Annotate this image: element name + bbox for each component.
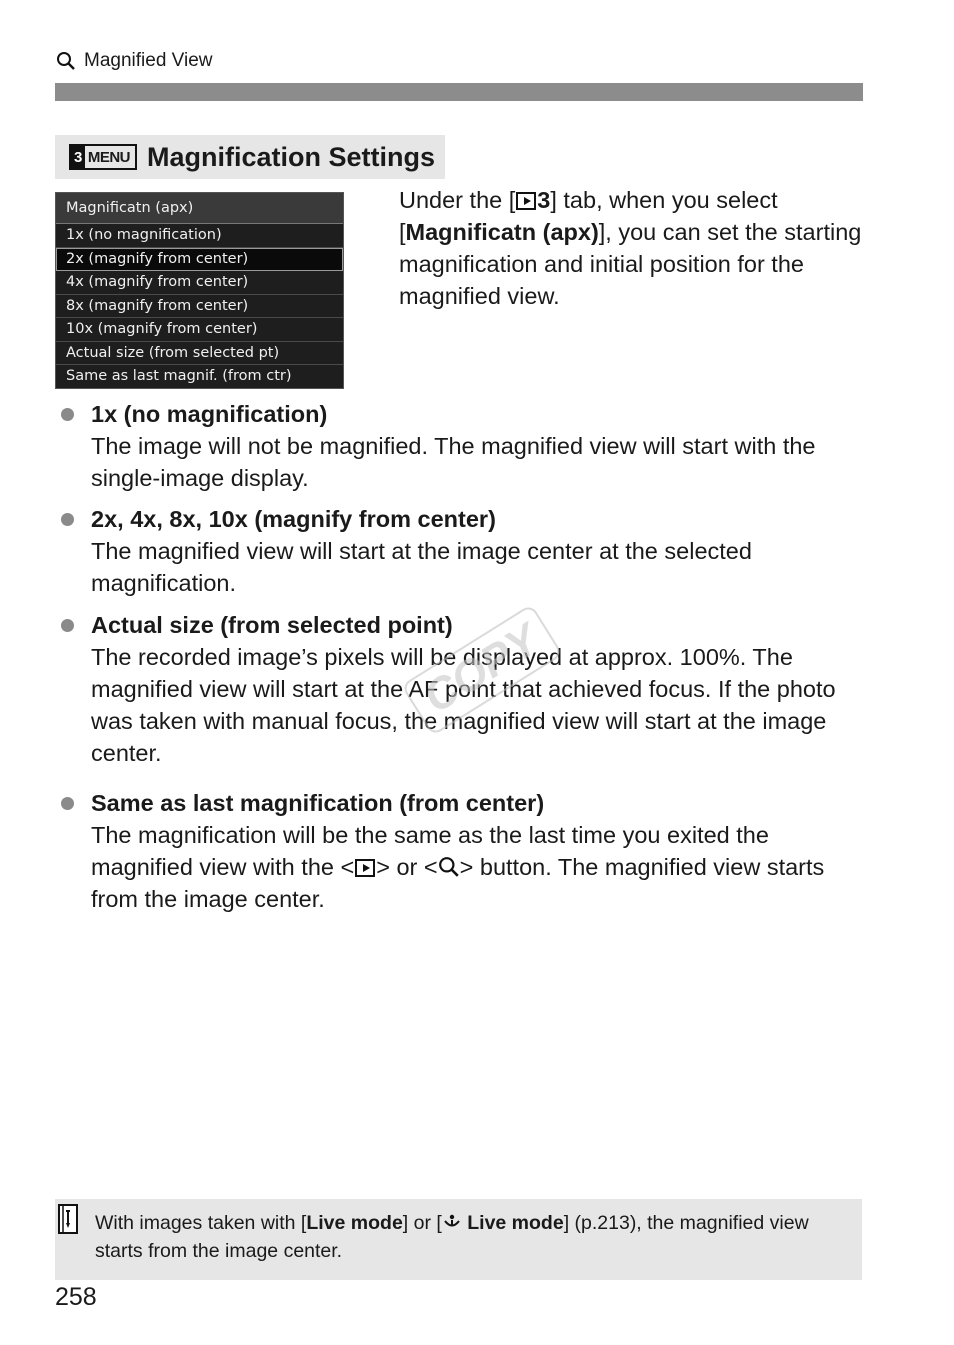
page-header: [56, 50, 213, 72]
bullet-icon: [61, 408, 74, 421]
setting-name: Magnificatn (apx): [405, 219, 599, 245]
bullet-icon: [61, 619, 74, 632]
bullet-icon: [61, 797, 74, 810]
lcd-menu-item: 8x (magnify from center): [56, 295, 343, 319]
lcd-menu-item: 4x (magnify from center): [56, 271, 343, 295]
lcd-menu-item: Actual size (from selected pt): [56, 342, 343, 366]
option-description: The recorded image’s pixels will be displayed at approx. 100%. The magnified view will start at the AF point that achieved focus. If the photo was taken with manual focus, the magnified view will start at the image center.: [91, 644, 836, 766]
note-text: With images taken with [Live mode] or [ Live mode] (p.213), the magnified view starts from the image center.: [95, 1212, 809, 1262]
option-title: Same as last magnification (from center): [91, 790, 545, 816]
option-description: The magnification will be the same as the last time you exited the magnified view with the < > or < > button. The magnified view starts from the image center.: [91, 822, 825, 912]
bullet-icon: [61, 513, 74, 526]
page-number: 258: [55, 1283, 97, 1311]
section-heading: [55, 135, 445, 179]
lcd-menu-item: 1x (no magnification): [56, 224, 343, 248]
header-title: Magnified View: [84, 50, 213, 71]
copy-watermark: COPY: [401, 604, 563, 736]
intro-paragraph: Under the [ 3] tab, when you select [Magnificatn (apx)], you can set the starting magnification and initial position for the magnified view.: [399, 187, 862, 309]
lcd-menu-item-selected: 2x (magnify from center): [56, 248, 343, 272]
magnify-icon: [438, 856, 460, 878]
option-description: The image will not be magnified. The magnified view will start with the single-image display.: [91, 433, 816, 491]
header-rule: [55, 83, 863, 101]
section-title: Magnification Settings: [147, 141, 436, 172]
lcd-menu-title: Magnificatn (apx): [56, 193, 343, 224]
list-item: [55, 398, 865, 494]
option-title: Actual size (from selected point): [91, 612, 453, 638]
playback-icon: [516, 192, 536, 210]
list-item: [55, 503, 865, 599]
magnify-icon: [56, 51, 76, 71]
memo-icon: [57, 1203, 79, 1235]
lcd-menu-item: Same as last magnif. (from ctr): [66, 368, 292, 384]
camera-menu-screenshot: [55, 192, 344, 389]
list-item: [55, 787, 865, 915]
playback-icon: [355, 859, 375, 877]
menu-tab-badge-icon: 3 MENU: [69, 144, 137, 170]
option-description: The magnified view will start at the image center at the selected magnification.: [91, 538, 752, 596]
note-box: [55, 1199, 862, 1280]
option-title: 2x, 4x, 8x, 10x (magnify from center): [91, 506, 496, 532]
option-title: 1x (no magnification): [91, 401, 328, 427]
list-item: [55, 609, 865, 769]
lcd-menu-item: 10x (magnify from center): [56, 318, 343, 342]
creative-auto-live-icon: [442, 1213, 462, 1231]
